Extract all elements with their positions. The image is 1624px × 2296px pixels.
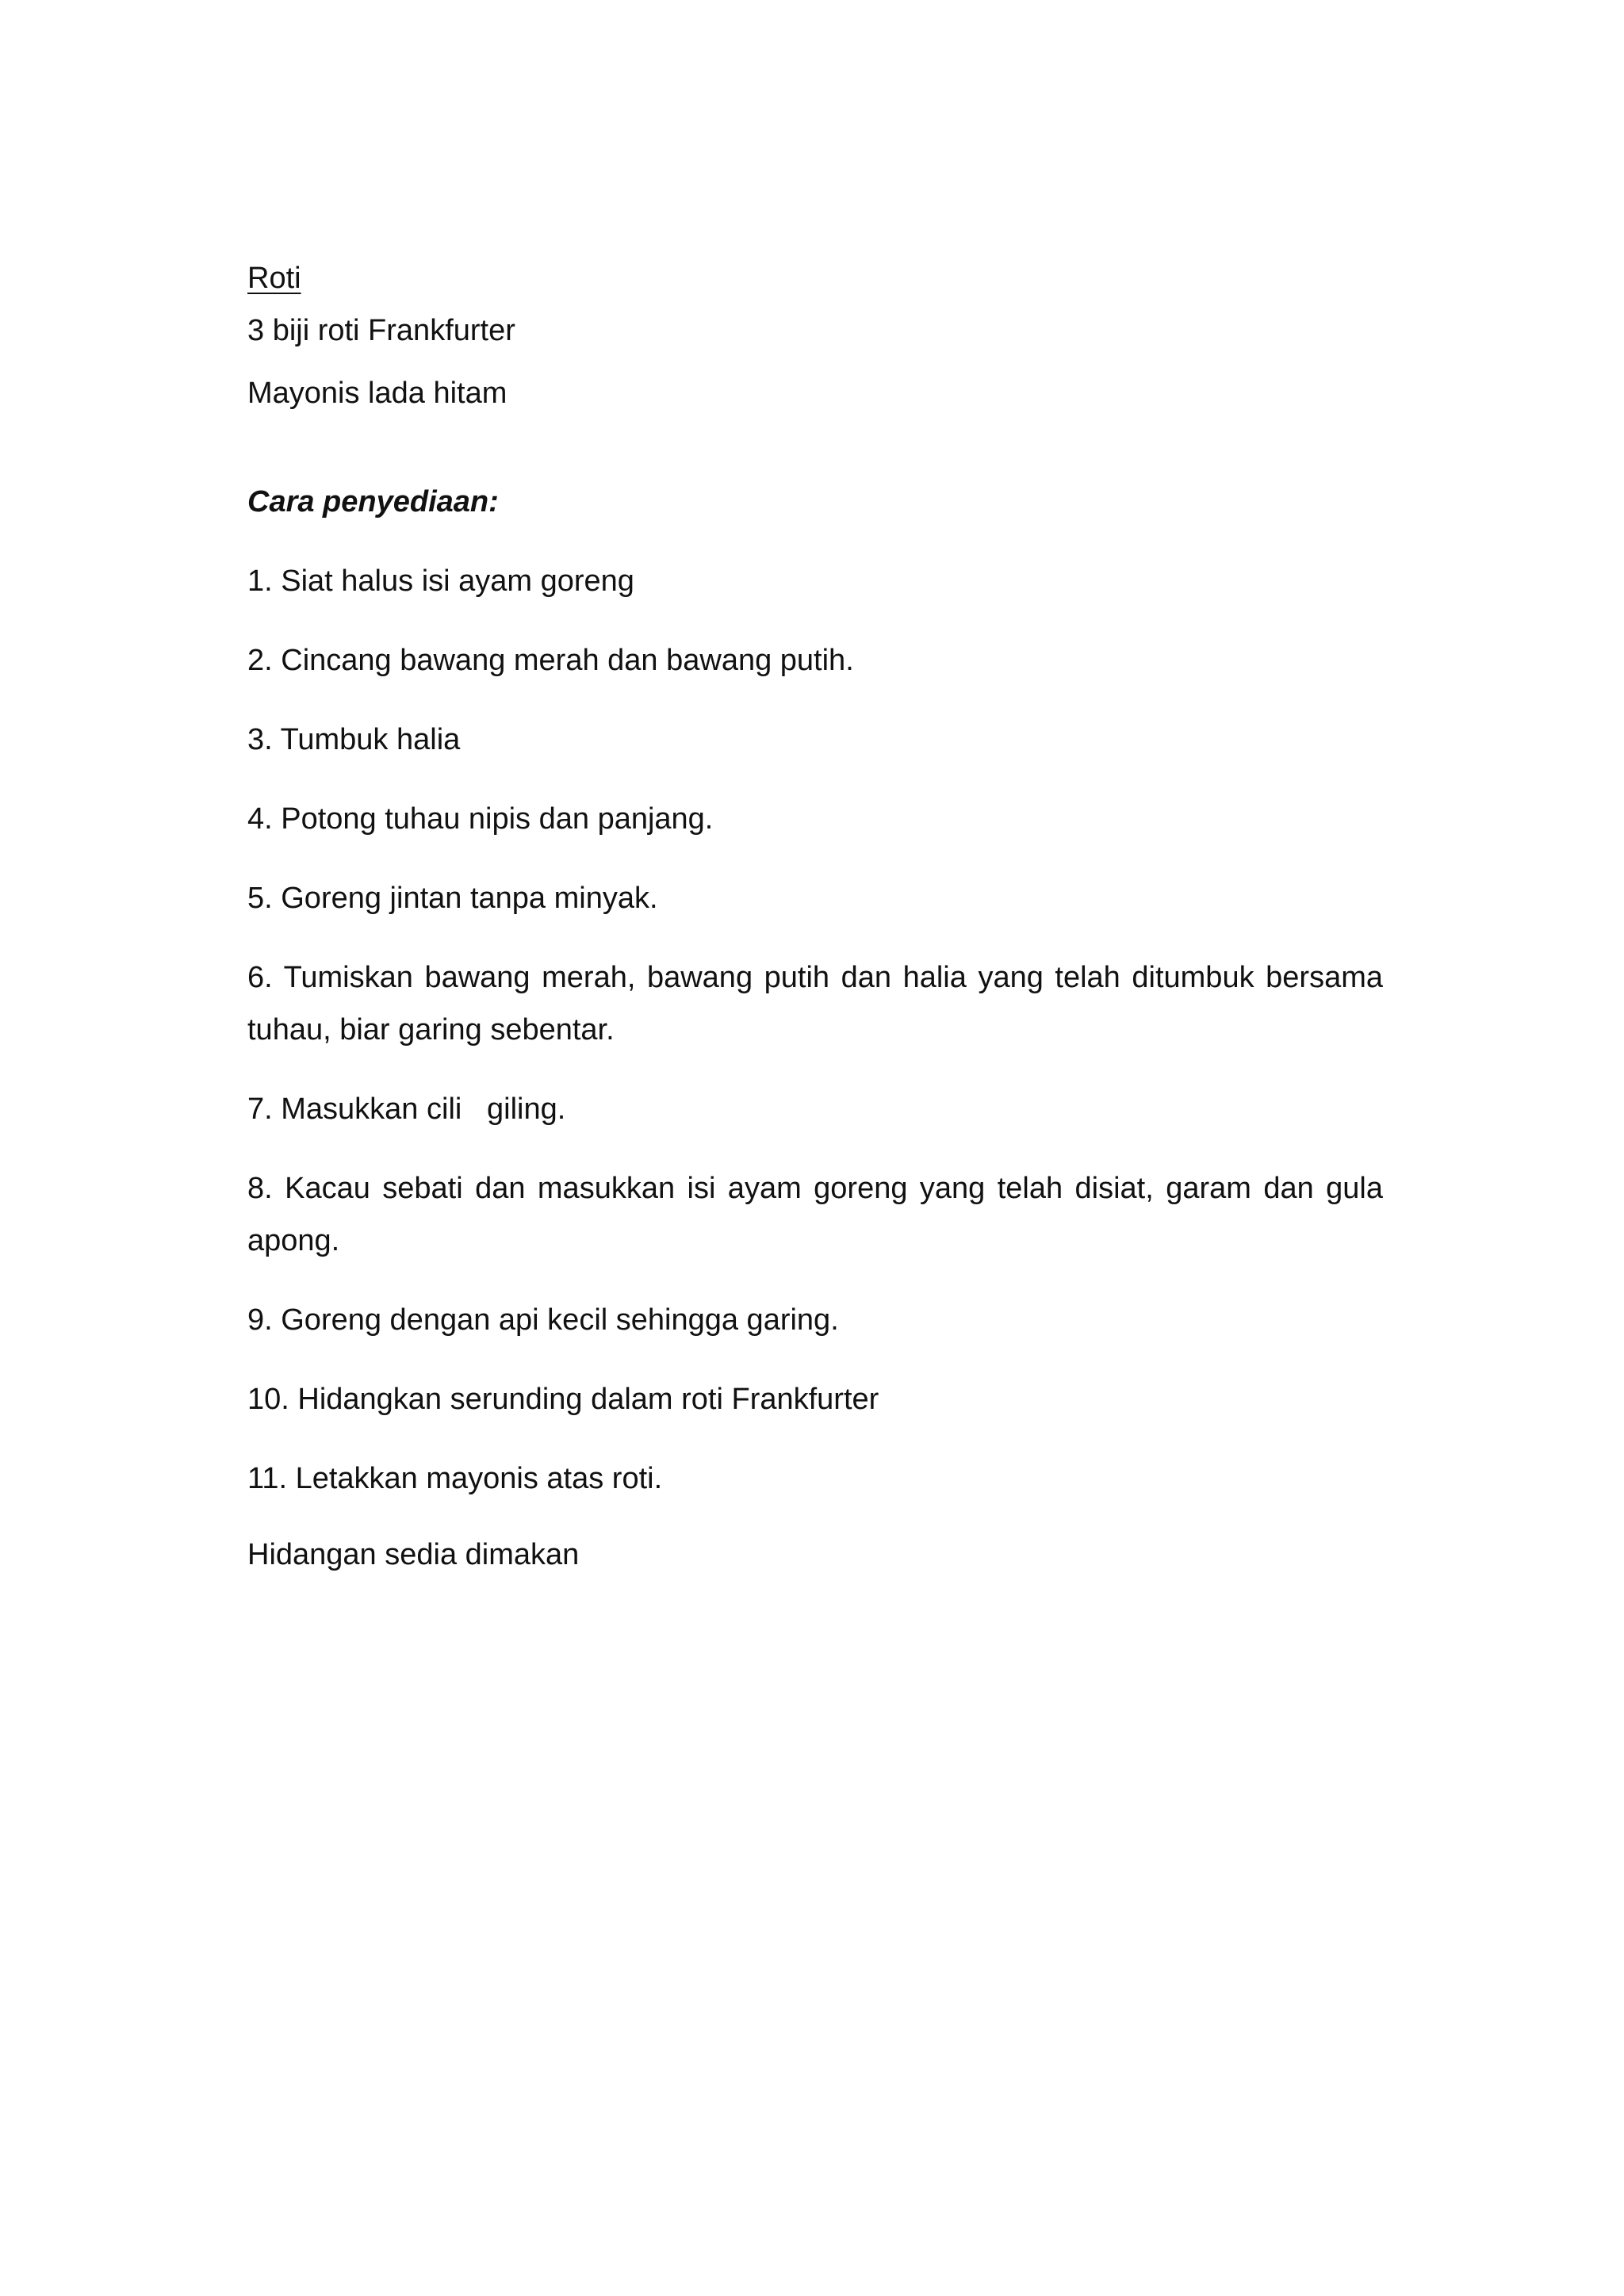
ingredient-item: 3 biji roti Frankfurter — [247, 314, 515, 347]
method-step: 1. Siat halus isi ayam goreng — [247, 564, 634, 598]
method-step: 9. Goreng dengan api kecil sehingga garing. — [247, 1303, 839, 1337]
recipe-content — [247, 252, 1392, 1581]
method-step: 6. Tumiskan bawang merah, bawang putih dan halia yang telah ditumbuk bersama tuhau, biar garing sebentar. — [247, 961, 1392, 1047]
method-step: 11. Letakkan mayonis atas roti. — [247, 1462, 663, 1495]
method-step: 5. Goreng jintan tanpa minyak. — [247, 882, 658, 915]
method-step: 2. Cincang bawang merah dan bawang putih. — [247, 644, 854, 677]
method-step: 10. Hidangkan serunding dalam roti Frankfurter — [247, 1383, 879, 1416]
ingredient-item: Mayonis lada hitam — [247, 377, 508, 410]
section-title-roti: Roti — [247, 262, 301, 295]
method-step: 8. Kacau sebati dan masukkan isi ayam goreng yang telah disiat, garam dan gula apong. — [247, 1172, 1392, 1257]
method-steps-list — [247, 555, 1392, 1505]
closing-note: Hidangan sedia dimakan — [247, 1538, 580, 1571]
method-step: 4. Potong tuhau nipis dan panjang. — [247, 802, 714, 836]
method-step: 3. Tumbuk halia — [247, 723, 461, 756]
method-step: 7. Masukkan cili giling. — [247, 1093, 566, 1126]
method-heading: Cara penyediaan: — [247, 485, 499, 519]
